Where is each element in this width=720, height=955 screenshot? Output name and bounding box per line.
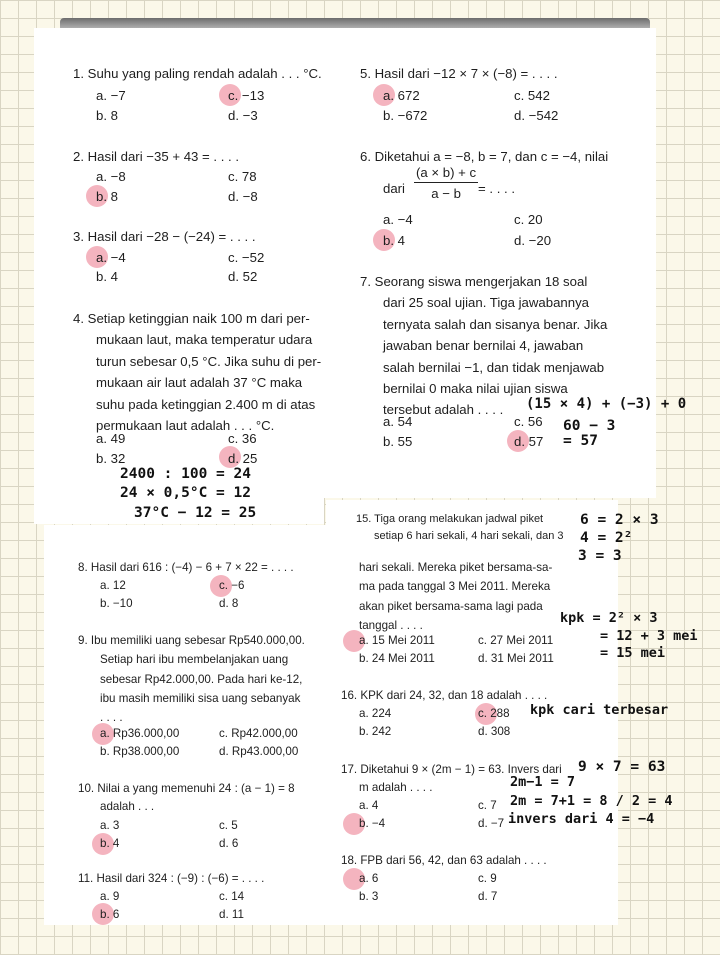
- handwriting-q7-line1: (15 × 4) + (−3) + 0: [526, 396, 687, 412]
- handwriting-q7-line3: = 57: [563, 433, 598, 449]
- handwriting-q4-line1: 2400 : 100 = 24: [120, 466, 251, 482]
- q6-fraction: [414, 165, 478, 201]
- q15-option-d: d. 31 Mei 2011: [478, 652, 554, 665]
- handwriting-q17-line1: 9 × 7 = 63: [578, 759, 666, 775]
- q3-option-c: c. −52: [228, 250, 265, 265]
- q6-numerator: (a × b) + c: [414, 165, 478, 183]
- q9-option-a: a. Rp36.000,00: [100, 727, 180, 740]
- q18-option-d: d. 7: [478, 890, 498, 903]
- q17-option-b: b. −4: [359, 817, 386, 830]
- q18-option-a: a. 6: [359, 872, 379, 885]
- q15-stem-1: 15. Tiga orang melakukan jadwal piket: [356, 513, 544, 525]
- q6-denominator: a − b: [431, 186, 461, 201]
- q6-stem: 6. Diketahui a = −8, b = 7, dan c = −4, nilai: [360, 149, 609, 164]
- q10-stem-2: adalah . . .: [100, 800, 155, 813]
- q1-option-a: a. −7: [96, 88, 126, 103]
- handwriting-q15-factor3: 3 = 3: [578, 548, 622, 564]
- q11-option-b: b. 6: [100, 908, 120, 921]
- q6-option-d: d. −20: [514, 233, 552, 248]
- handwriting-q16-note: kpk cari terbesar: [530, 702, 669, 718]
- q2-option-b: b. 8: [96, 189, 118, 204]
- q17-option-c: c. 7: [478, 799, 497, 812]
- q2-option-d: d. −8: [228, 189, 258, 204]
- q8-option-b: b. −10: [100, 597, 133, 610]
- q9-option-d: d. Rp43.000,00: [219, 745, 299, 758]
- q16-stem: 16. KPK dari 24, 32, dan 18 adalah . . . .: [341, 689, 548, 702]
- q5-option-c: c. 542: [514, 88, 550, 103]
- q9-option-b: b. Rp38.000,00: [100, 745, 180, 758]
- q4-option-a: a. 49: [96, 431, 126, 446]
- q10-stem: 10. Nilai a yang memenuhi 24 : (a − 1) = 8: [78, 782, 295, 795]
- q11-option-c: c. 14: [219, 890, 245, 903]
- q5-stem: 5. Hasil dari −12 × 7 × (−8) = . . . .: [360, 66, 558, 81]
- handwriting-q15-factor1: 6 = 2 × 3: [580, 512, 659, 528]
- q7-option-d: d. 57: [514, 434, 544, 449]
- q6-option-b: b. 4: [383, 233, 405, 248]
- q15-stem-2: setiap 6 hari sekali, 4 hari sekali, dan 3: [374, 530, 564, 542]
- q16-option-d: d. 308: [478, 725, 511, 738]
- q5-option-b: b. −672: [383, 108, 428, 123]
- q3-stem: 3. Hasil dari −28 − (−24) = . . . .: [73, 229, 256, 244]
- q4-option-c: c. 36: [228, 431, 257, 446]
- handwriting-q4-line3: 37°C − 12 = 25: [134, 505, 257, 521]
- q6-suffix: = . . . .: [478, 181, 516, 196]
- q10-option-b: b. 4: [100, 837, 120, 850]
- q9-stem: 9. Ibu memiliki uang sebesar Rp540.000,00. Setiap hari ibu membelanjakan uang sebesar Rp42.000,00. Pada hari ke-12, ibu masih memiliki sisa uang sebanyak . . . .: [78, 634, 305, 725]
- handwriting-q7-line2: 60 − 3: [563, 418, 616, 434]
- q16-option-b: b. 242: [359, 725, 392, 738]
- q2-option-c: c. 78: [228, 169, 257, 184]
- q17-option-a: a. 4: [359, 799, 379, 812]
- q7-option-c: c. 56: [514, 414, 543, 429]
- q11-stem: 11. Hasil dari 324 : (−9) : (−6) = . . . .: [78, 872, 265, 885]
- q3-option-d: d. 52: [228, 269, 258, 284]
- q6-option-a: a. −4: [383, 212, 413, 227]
- q8-option-c: c. −6: [219, 579, 245, 592]
- q11-option-d: d. 11: [219, 908, 244, 921]
- q10-option-a: a. 3: [100, 819, 120, 832]
- q15-option-b: b. 24 Mei 2011: [359, 652, 435, 665]
- q7-option-b: b. 55: [383, 434, 413, 449]
- q3-option-b: b. 4: [96, 269, 118, 284]
- q15-stem: hari sekali. Mereka piket bersama-sa- ma pada tanggal 3 Mei 2011. Mereka akan piket bersama-sama lagi pada tanggal . . . .: [359, 561, 553, 632]
- q3-option-a: a. −4: [96, 250, 126, 265]
- q2-option-a: a. −8: [96, 169, 126, 184]
- q18-stem: 18. FPB dari 56, 42, dan 63 adalah . . . .: [341, 854, 547, 867]
- q10-option-d: d. 6: [219, 837, 239, 850]
- q16-option-a: a. 224: [359, 707, 392, 720]
- q17-stem: 17. Diketahui 9 × (2m − 1) = 63. Invers dari: [341, 763, 562, 776]
- q15-option-c: c. 27 Mei 2011: [478, 634, 554, 647]
- q5-option-a: a. 672: [383, 88, 420, 103]
- q5-option-d: d. −542: [514, 108, 559, 123]
- q17-option-d: d. −7: [478, 817, 505, 830]
- q17-stem-2: m adalah . . . .: [359, 781, 433, 794]
- q7-option-a: a. 54: [383, 414, 413, 429]
- q11-option-a: a. 9: [100, 890, 120, 903]
- handwriting-q17-line3: 2m = 7+1 = 8 / 2 = 4: [510, 793, 673, 809]
- handwriting-q17-line4: invers dari 4 = −4: [508, 811, 655, 827]
- q10-option-c: c. 5: [219, 819, 238, 832]
- q15-option-a: a. 15 Mei 2011: [359, 634, 435, 647]
- q8-stem: 8. Hasil dari 616 : (−4) − 6 + 7 × 22 = . . . .: [78, 561, 294, 574]
- handwriting-q15-kpk1: kpk = 2² × 3: [560, 610, 658, 626]
- q9-option-c: c. Rp42.000,00: [219, 727, 298, 740]
- q18-option-c: c. 9: [478, 872, 497, 885]
- q1-stem: 1. Suhu yang paling rendah adalah . . . °C.: [73, 66, 322, 81]
- handwriting-q17-line2: 2m−1 = 7: [510, 774, 576, 790]
- handwriting-q4-line2: 24 × 0,5°C = 12: [120, 485, 251, 501]
- q1-option-b: b. 8: [96, 108, 118, 123]
- q2-stem: 2. Hasil dari −35 + 43 = . . . .: [73, 149, 240, 164]
- q16-option-c: c. 288: [478, 707, 510, 720]
- q7-stem: 7. Seorang siswa mengerjakan 18 soal dari 25 soal ujian. Tiga jawabannya ternyata salah dan sisanya benar. Jika jawaban benar bernilai 4, jawaban salah bernilai −1, dan tidak menjawab bernilai 0 maka nilai ujian siswa tersebut adalah . . . .: [360, 274, 608, 418]
- q8-option-d: d. 8: [219, 597, 239, 610]
- q6-prefix: dari: [383, 181, 405, 196]
- q4-stem: 4. Setiap ketinggian naik 100 m dari per- mukaan laut, maka temperatur udara turun sebesar 0,5 °C. Jika suhu di per- mukaan air laut adalah 37 °C maka suhu pada ketinggian 2.400 m di atas permukaan laut adalah . . . °C.: [73, 311, 322, 434]
- handwriting-q15-kpk3: = 15 mei: [600, 645, 666, 661]
- q4-option-d: d. 25: [228, 451, 258, 466]
- handwriting-q15-factor2: 4 = 2²: [580, 530, 633, 546]
- q4-option-b: b. 32: [96, 451, 126, 466]
- q6-option-c: c. 20: [514, 212, 543, 227]
- q1-option-d: d. −3: [228, 108, 258, 123]
- q8-option-a: a. 12: [100, 579, 126, 592]
- q1-option-c: c. −13: [228, 88, 265, 103]
- q18-option-b: b. 3: [359, 890, 379, 903]
- handwriting-q15-kpk2: = 12 + 3 mei: [600, 628, 698, 644]
